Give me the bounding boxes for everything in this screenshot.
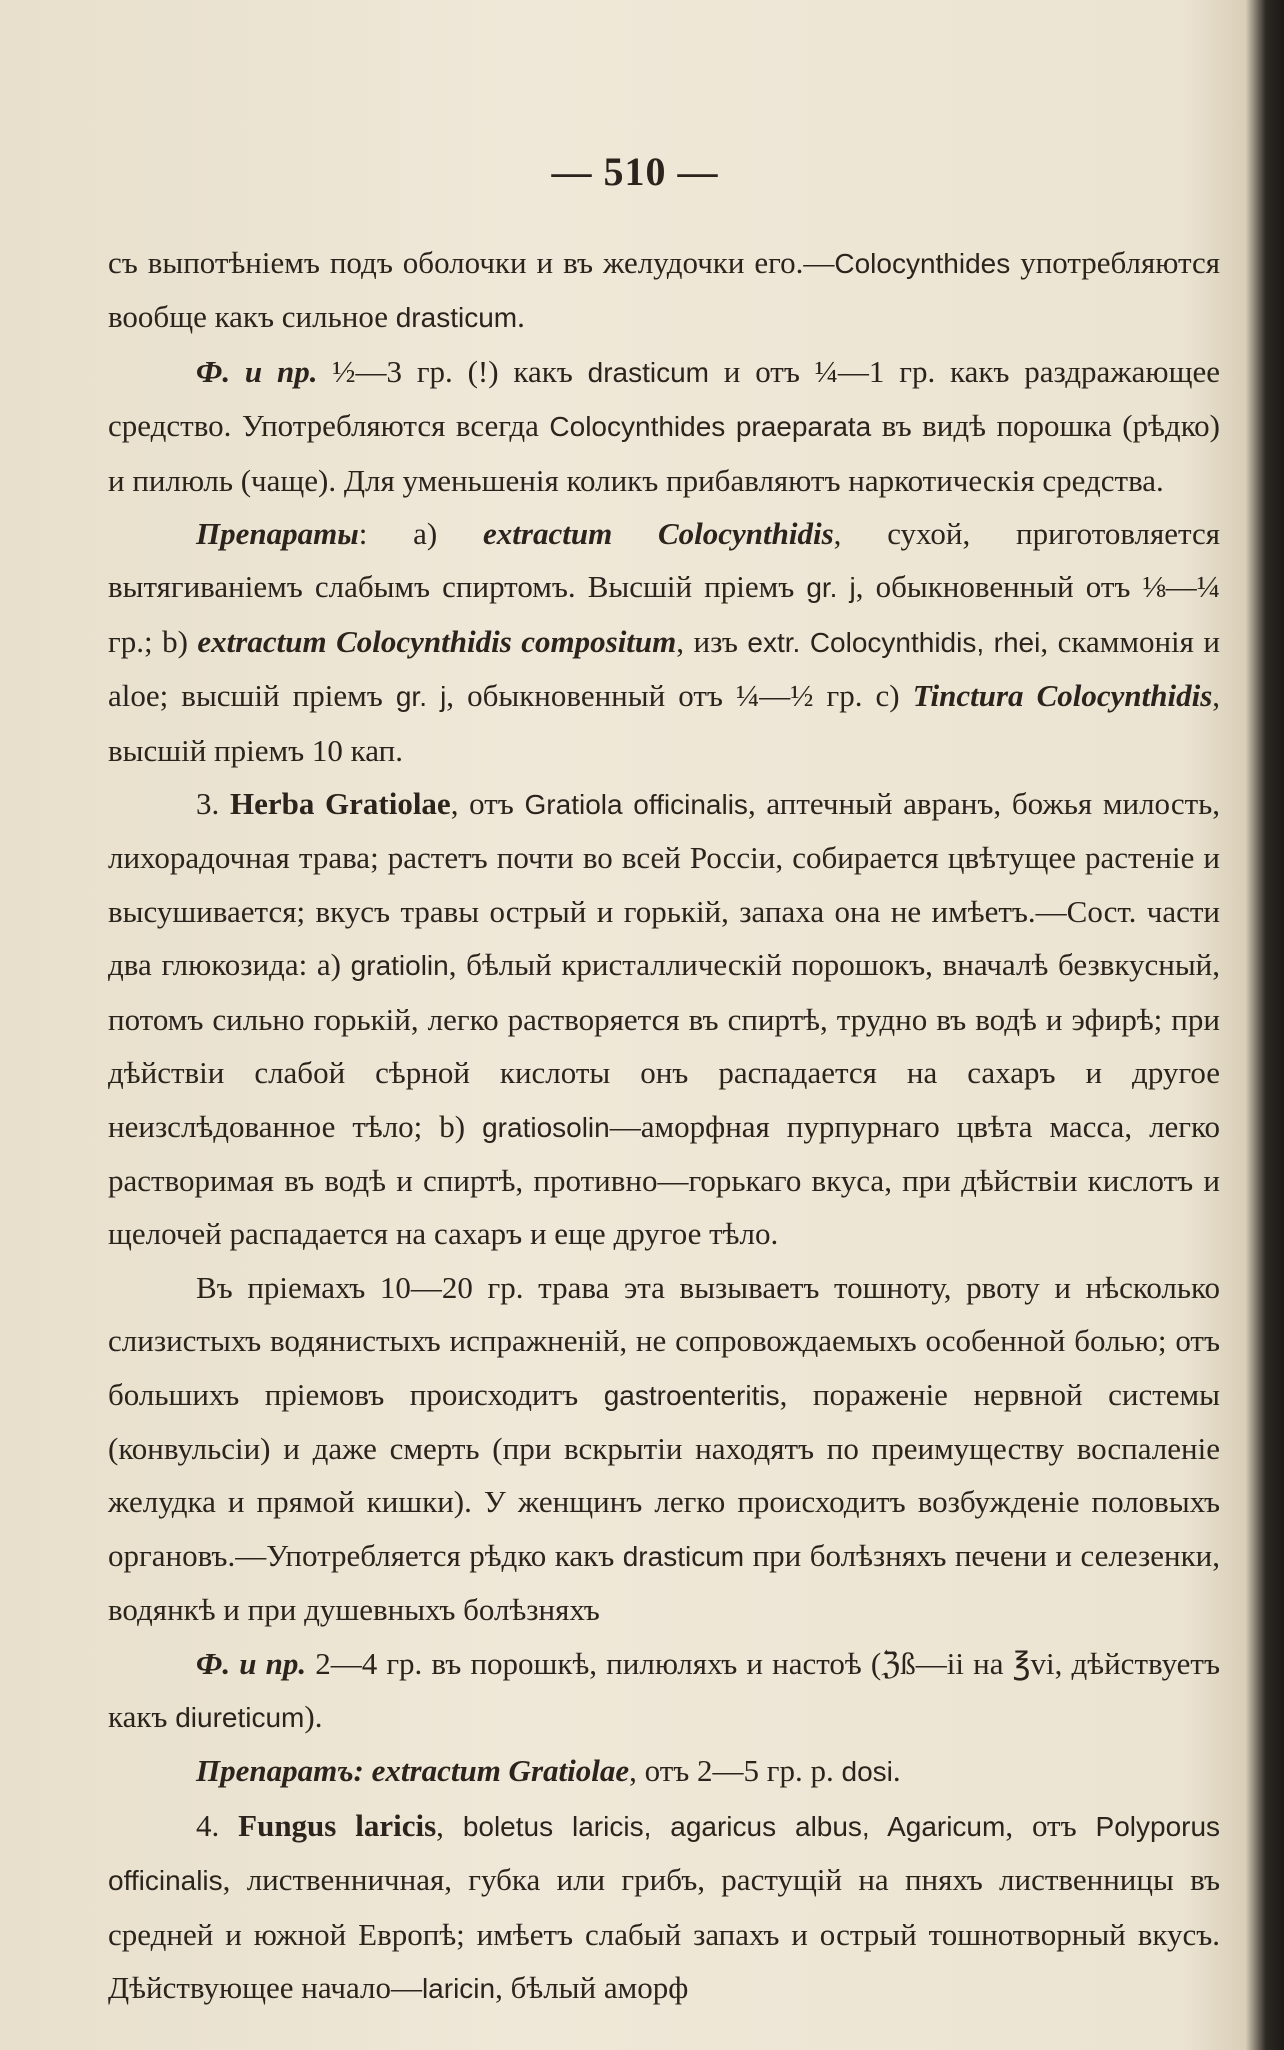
text-run: при болѣзняхъ печени и селезенки, водянкѣ и при душевныхъ болѣзняхъ	[108, 1537, 1220, 1628]
latin-term: extr. Colocynthidis, rhei	[747, 626, 1041, 658]
text-run: ,	[436, 1807, 463, 1843]
text-run: въ видѣ порошка (рѣдко) и пилюль (чаще). Для уменьшенія коликъ прибавляютъ наркотическія средства.	[108, 408, 1221, 498]
paragraph	[108, 1637, 1220, 1745]
emphasis-text: Ф. и пр.	[196, 353, 318, 389]
text-run: , лиственничная, губка или грибъ, растущій на пняхъ лиственницы въ средней и южной Европѣ; имѣетъ слабый запахъ и острый тошнотворный вкусъ. Дѣйствующее начало—	[108, 1862, 1220, 2005]
emphasis-text: Ф. и пр.	[196, 1645, 307, 1681]
latin-term: gr. j	[806, 572, 856, 604]
text-run: съ выпотѣніемъ подъ оболочки и въ желудочки его.—	[108, 245, 835, 280]
text-run: .	[892, 1753, 901, 1789]
paragraph	[108, 345, 1220, 507]
text-run: и отъ ¼—1 гр. какъ раздражающее средство. Употребляются всегда	[108, 353, 1220, 444]
text-run: , отъ 2—5 гр. p.	[629, 1753, 842, 1789]
emphasis-text: extractum Colocynthidis	[483, 516, 834, 552]
paragraph	[108, 507, 1220, 777]
latin-term: diureticum	[175, 1701, 305, 1733]
latin-term: gratiolin	[350, 950, 449, 982]
latin-term: gastroenteritis	[603, 1379, 780, 1411]
text-run: , бѣлый кристаллическій порошокъ, вначалѣ безвкусный, потомъ сильно горькій, легко растворяется въ спиртѣ, трудно въ водѣ и эфирѣ; при дѣйствіи слабой сѣрной кислоты онъ распадается на сахаръ и другое неизслѣдованное тѣло; b)	[108, 947, 1220, 1144]
latin-term: laricin	[421, 1973, 496, 2004]
latin-term: Gratiola officinalis	[524, 789, 748, 821]
paragraph	[108, 1261, 1220, 1637]
text-run: : a)	[358, 516, 484, 552]
text-run: 3.	[196, 786, 230, 822]
emphasis-text: Препараты	[196, 516, 359, 552]
latin-term: drasticum	[622, 1540, 745, 1572]
paragraph	[108, 1799, 1220, 2016]
text-run: , отъ	[1005, 1807, 1096, 1843]
text-run: , высшій пріемъ 10 кап.	[108, 678, 1221, 768]
text-run: , скаммонія и aloe; высшій пріемъ	[108, 623, 1220, 714]
paragraph	[108, 1744, 1220, 1798]
paragraph	[108, 236, 1220, 345]
text-run: употребляются вообще какъ сильное	[108, 245, 1220, 335]
page-number: — 510 —	[551, 149, 719, 194]
latin-term: gr. j	[395, 681, 447, 713]
text-run: 4.	[196, 1807, 239, 1843]
emphasis-text: Herba Gratiolae	[229, 786, 451, 822]
emphasis-text: extractum Gratiolae	[371, 1753, 630, 1789]
latin-term: Colocynthides	[834, 248, 1011, 279]
paragraph	[108, 777, 1220, 1261]
emphasis-text: extractum Colocynthidis compositum	[197, 623, 677, 659]
latin-term: dosi	[841, 1756, 893, 1788]
latin-term: Polyporus officinalis	[108, 1810, 1221, 1897]
latin-term: drasticum	[395, 302, 518, 334]
text-run: .	[517, 299, 525, 335]
text-run: , изъ	[676, 623, 748, 659]
emphasis-text: Fungus laricis	[238, 1807, 437, 1843]
text-run: 2—4 гр. въ порошкѣ, пилюляхъ и настоѣ (ℨß—ii на ℥vi, дѣйствуетъ какъ	[108, 1645, 1220, 1734]
text-run: , аптечный авранъ, божья милость, лихорадочная трава; растетъ почти во всей Россіи, собирается цвѣтущее растеніе и высушивается; вкусъ травы острый и горькій, запаха она не имѣетъ.—Сост. части два глюкозида: a)	[108, 786, 1221, 983]
page-body	[108, 236, 1220, 2015]
text-run: —аморфная пурпурнаго цвѣта масса, легко растворимая въ водѣ и спиртѣ, противно—горькаго вкуса, при дѣйствіи кислотъ и щелочей распадается на сахаръ и еще другое тѣло.	[108, 1108, 1220, 1252]
text-run: , пораженіе нервной системы (конвульсіи) и даже смерть (при вскрытіи находятъ по преимуществу воспаленіе желудка и прямой кишки). У женщинъ легко происходитъ возбужденіе половыхъ органовъ.—Употребляется рѣдко какъ	[108, 1376, 1221, 1573]
emphasis-text: Tinctura Colocynthidis	[912, 678, 1213, 714]
latin-term: gratiosolin	[482, 1111, 610, 1143]
text-run: , бѣлый аморф	[495, 1970, 689, 2005]
latin-term: drasticum	[587, 356, 709, 388]
text-run: , отъ	[450, 786, 525, 822]
text-run: ).	[304, 1698, 323, 1734]
latin-term: Colocynthides praeparata	[549, 411, 872, 443]
text-run: , сухой, приготовляется вытягиваніемъ слабымъ спиртомъ. Высшій пріемъ	[108, 516, 1220, 605]
text-run: , обыкновенный отъ ⅛—¼ гр.; b)	[108, 569, 1220, 659]
text-run: Въ пріемахъ 10—20 гр. трава эта вызываетъ тошноту, рвоту и нѣсколько слизистыхъ водянистыхъ испражненій, не сопровождаемыхъ особенной болью; отъ большихъ пріемовъ происходитъ	[108, 1269, 1220, 1412]
emphasis-text: Препаратъ:	[196, 1753, 372, 1789]
text-run: ½—3 гр. (!) какъ	[317, 353, 588, 389]
text-run: , обыкновенный отъ ¼—½ гр. c)	[446, 678, 913, 714]
latin-term: boletus laricis, agaricus albus, Agaricum	[462, 1810, 1006, 1842]
